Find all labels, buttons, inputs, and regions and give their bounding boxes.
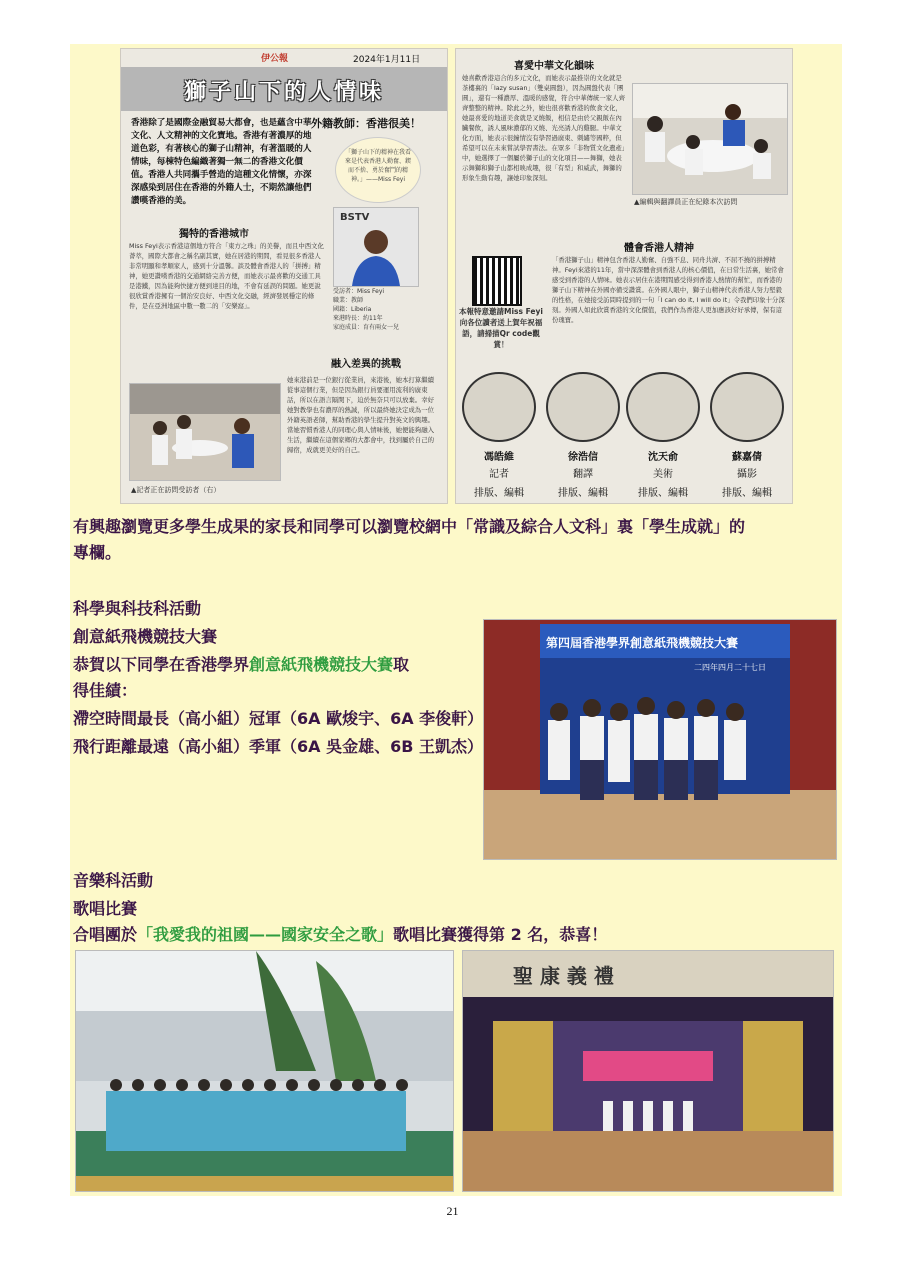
congrats-part: 恭賀以下同學在香港學界 xyxy=(73,655,250,674)
event-title: 歌唱比賽 xyxy=(73,899,138,918)
choir-stage-photo xyxy=(462,950,834,1192)
section-title: 融入差異的挑戰 xyxy=(331,359,401,370)
team-member xyxy=(460,372,538,499)
member-role: 翻譯 xyxy=(573,469,593,480)
caption-text: 編輯與翻譯員正在紀錄本次訪問 xyxy=(639,198,738,206)
page-number: 21 xyxy=(446,1204,459,1218)
photo-caption: ▲編輯與翻譯員正在紀錄本次訪問 xyxy=(634,198,738,206)
qr-code[interactable] xyxy=(472,256,522,306)
banner-date: 二四年四月二十七日 xyxy=(694,663,766,672)
section-body: 她來港前是一位銀行從業員，來港後，她本打算繼續從事這個行業，但是因為銀行員要運用流利的廣東話，所以在語言隔閡下，迫於無奈只可以放棄。幸好她對教學也有濃厚的熱誠，所以最終她決定成為一位外籍英語老師，幫助香港的學生提升對英文的興趣。當她習慣香港人的同理心與人情味後，她便能夠融入生活，繼續在這個家鄉的大都會中，找到屬於自己的歸宿，成就更美好的自己。 xyxy=(287,376,434,454)
newspaper-logo: 伊公報 xyxy=(261,54,289,64)
note-text: 專欄。 xyxy=(73,543,122,562)
section-body: 「香港獅子山」精神包含香港人勤奮、自強不息、同舟共濟、不屈不撓的拼搏精神。Feyi來港的11年，當中深深體會到香港人的核心價值，在日常生活裏，她常會感受到香港的人情味。她表示居住在港期間感受得到香港人熱情的幫忙，而香港的獅子山下精神在外國亦備受讚賞。在外國人眼中，獅子山精神代表香港人努力堅毅的性格，在她接受訪問時提到的一句「I can do it, I will do it」令我們印象十分深刻。外國人如此欣賞香港的文化價值，我們作為香港人更加應該好好承傳，保有這份瑰寶。 xyxy=(552,256,785,324)
congrats-text: 得佳績： xyxy=(73,681,138,700)
member-duty: 排版、編輯 xyxy=(558,488,608,499)
section-body: 她喜歡香港這合的多元文化，而她表示最推崇的文化就是茶樓裏的「lazy susan」（雙桌圓盤），因為圓盤代表「團圓」，還有一種濃厚、溫暖的感覺，符合中華傳統一家人齊齊整整的精神。除此之外，她也很喜歡香港的飲食文化，她最喜愛的地道美食就是叉燒飯，相信是由於父親飯在內臟餐飲，誘人風味濃郁的又燒、光亮誘人的雞腿。中華文化方面，她表示很鐘情沒有學習過廣東、刺繡等國粹，但希望可以在未來嘗試學習書法。在眾多「非物質文化遺產」中，她選擇了一個屬於獅子山的文化項目——舞獅，她表示舞獅和獅子山都相映成趣，很「有型」和威武，舞獅的形象生動有趣，讓她印象深刻。 xyxy=(462,74,625,182)
member-duty: 排版、編輯 xyxy=(474,488,524,499)
member-duty: 排版、編輯 xyxy=(638,488,688,499)
award-line: 飛行距離最遠（高小組）季軍（6A 吳金雄、6B 王凱杰） xyxy=(73,737,483,756)
section-body: Miss Feyi表示香港這個地方符合「東方之珠」的美譽，而且中西文化薈萃，國際大都會之稱名副其實，她在居港的期間，看見很多香港人非常明顯和孝順家人，感到十分溫馨。談及體會香港人的「拼搏」精神，她更讚嘆香港的交通網絡完善方便，而她表示最喜歡的交通工具是港鐵，因為能夠快捷方便到達目的地，不會有延誤的問題。她更說很欣賞香港擁有一個治安良好、中西文化交融，經濟發展穩定的條件，是在亞洲地區中數一數二的「安樂窩」。 xyxy=(129,242,324,310)
photo-caption: ▲記者正在訪問受訪者（右） xyxy=(131,486,221,494)
editorial-team xyxy=(460,372,790,498)
hall-sign: 聖 康 義 禮 xyxy=(513,964,614,988)
section-title: 獨特的香港城市 xyxy=(179,229,249,240)
congrats-text xyxy=(73,652,409,675)
qr-invite-text: 本報特意邀請Miss Feyi向各位讀者送上賀年祝福語，請掃描Qr code觀賞！ xyxy=(459,307,543,349)
section-heading: 科學與科技科活動 xyxy=(73,599,202,618)
member-name: 徐浩信 xyxy=(568,452,598,463)
paper-plane-award-photo xyxy=(483,619,837,860)
competition-name: 創意紙飛機競技大賽 xyxy=(249,655,394,674)
member-role: 美術 xyxy=(653,469,673,480)
quote-bubble: 「獅子山下的精神在我看來是代表香港人勤奮、鍥而不捨、勇於奮鬥的精神。」——Miss Feyi xyxy=(335,137,421,203)
member-role: 攝影 xyxy=(737,469,757,480)
info-line: 國籍：Liberia xyxy=(333,306,372,313)
member-avatar xyxy=(626,372,700,442)
info-line: 家庭成員：育有兩女一兒 xyxy=(333,324,400,331)
member-name: 馮皓維 xyxy=(484,452,514,463)
info-line: 受訪者：Miss Feyi xyxy=(333,288,385,295)
info-line: 職業：教師 xyxy=(333,297,364,304)
choir-outdoor-photo xyxy=(75,950,454,1192)
editors-photo xyxy=(632,83,788,195)
member-avatar xyxy=(462,372,536,442)
section-title: 體會香港人精神 xyxy=(624,243,694,254)
interview-photo xyxy=(129,383,281,481)
lead-paragraph: 香港除了是國際金融貿易大都會，也是蘊含中華文化、人文精神的文化寶地。香港有著濃厚的地道色彩，有著核心的獅子山精神，有著溫暖的人情味，每棟特色編織著獨一無二的香港文化價值。香港人共同攜手營造的這種文化情懷，亦深深感染到居住在香港的外籍人士，不期然讓他們讚嘆香港的美。 xyxy=(131,118,312,206)
event-title: 創意紙飛機競技大賽 xyxy=(73,627,218,646)
award-line: 滯空時間最長（高小組）冠軍（6A 歐焌宇、6A 李俊軒） xyxy=(73,709,484,728)
team-member xyxy=(544,372,622,499)
svg-text:BSTV: BSTV xyxy=(340,212,370,223)
result-part: 合唱團於 xyxy=(73,925,138,944)
interviewee-info xyxy=(333,287,443,332)
member-name: 沈天俞 xyxy=(648,452,678,463)
interviewee-portrait xyxy=(333,207,419,287)
team-member xyxy=(624,372,702,499)
congrats-part: 取 xyxy=(393,655,410,674)
masthead xyxy=(121,49,447,65)
info-line: 來港時長：約11年 xyxy=(333,315,383,322)
member-name: 蘇嘉倩 xyxy=(732,452,762,463)
section-title: 喜愛中華文化韻味 xyxy=(514,61,594,72)
result-part: 歌唱比賽獲得第 2 名，恭喜！ xyxy=(393,925,608,944)
member-role: 記者 xyxy=(489,469,509,480)
result-text xyxy=(73,922,607,945)
song-title: 「我愛我的祖國——國家安全之歌」 xyxy=(137,925,394,944)
note-text: 有興趣瀏覽更多學生成果的家長和同學可以瀏覽校網中「常識及綜合人文科」裏「學生成就」的 xyxy=(73,517,746,536)
caption-text: 記者正在訪問受訪者（右） xyxy=(136,486,221,494)
member-avatar xyxy=(710,372,784,442)
member-avatar xyxy=(546,372,620,442)
member-duty: 排版、編輯 xyxy=(722,488,772,499)
section-heading: 音樂科活動 xyxy=(73,871,154,890)
banner-title: 第四屆香港學界創意紙飛機競技大賽 xyxy=(546,636,739,650)
newspaper-left-page xyxy=(120,48,448,504)
headline: 獅子山下的人情味 xyxy=(183,79,384,105)
headline-band xyxy=(121,67,447,111)
team-member xyxy=(708,372,786,499)
subheadline: 外籍教師：香港很美！ xyxy=(311,117,421,130)
newspaper-date: 2024年1月11日 xyxy=(353,55,421,65)
